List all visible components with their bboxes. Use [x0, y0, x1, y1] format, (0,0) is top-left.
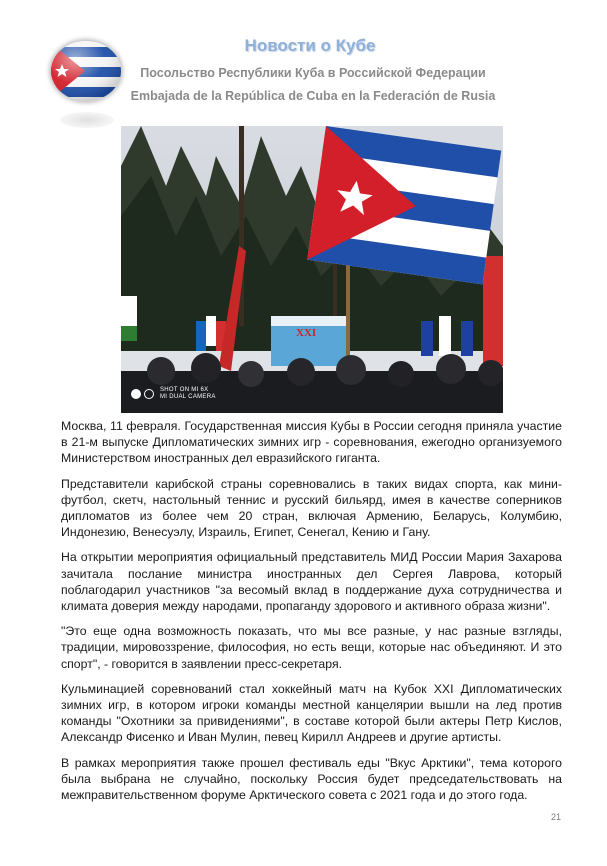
newsletter-title: Новости о Кубе — [244, 36, 376, 55]
article-paragraph: Москва, 11 февраля. Государственная миссия Кубы в России сегодня приняла участие в 21-м выпуске Дипломатических зимних игр - соревнования, ежегодно организуемого Министерством иностранных дел евразийского гиганта. — [61, 419, 562, 466]
article-paragraph: На открытии мероприятия официальный представитель МИД России Мария Захарова зачитала послание министра иностранных дел Сергея Лаврова, который поблагодарил участников "за весомый вклад в поддержание духа сотрудничества и климата доверия между народами, пропаганду здорового и активного образа жизни". — [61, 550, 562, 614]
svg-text:XXI: XXI — [296, 327, 317, 339]
winter-games-photo — [121, 126, 503, 413]
page-number: 21 — [551, 812, 562, 822]
camera-watermark-icon — [131, 389, 154, 399]
event-photo — [121, 126, 503, 413]
embassy-name-es: Embajada de la República de Cuba en la Federación de Rusia — [130, 89, 496, 103]
cuba-flag-emblem — [51, 41, 121, 101]
emblem-shadow — [60, 112, 114, 128]
article-paragraph: В рамках мероприятия также прошел фестиваль еды "Вкус Арктики", тема которого была выбрана не случайно, поскольку Россия будет председательствовать на межправительственном форуме Арктического совета с 2021 года и до этого года. — [61, 755, 562, 803]
article-body — [61, 418, 562, 812]
article-paragraph: Кульминацией соревнований стал хоккейный матч на Кубок XXI Дипломатических зимних игр, в котором игроки команды местной канцелярии вышли на лед против команды "Охотники за привидениями", в составе которой были актеры Петр Кислов, Александр Фисенко и Иван Мулин, певец Кирилл Андреев и другие артисты. — [61, 681, 562, 745]
watermark-line-1: SHOT ON MI 6X — [160, 387, 209, 393]
article-paragraph: Представители карибской страны соревновались в таких видах спорта, как мини-футбол, скетч, настольный теннис и русский бильярд, имея в качестве соперников дипломатов из более чем 20 стран, включая Армению, Беларусь, Колумбию, Индонезию, Венесуэлу, Израиль, Египет, Сенегал, Кению и Гану. — [61, 476, 562, 540]
embassy-name-ru: Посольство Республики Куба в Российской Федерации — [140, 66, 486, 80]
watermark-line-2: MI DUAL CAMERA — [160, 394, 216, 400]
cuba-flag-icon — [51, 41, 121, 101]
camera-watermark — [131, 387, 216, 401]
article-paragraph: "Это еще одна возможность показать, что мы все разные, у нас разные взгляды, традиции, мировоззрение, философия, но есть вещи, которые нас объединяют. И это спорт", - говорится в заявлении пресс-секретаря. — [61, 624, 562, 671]
